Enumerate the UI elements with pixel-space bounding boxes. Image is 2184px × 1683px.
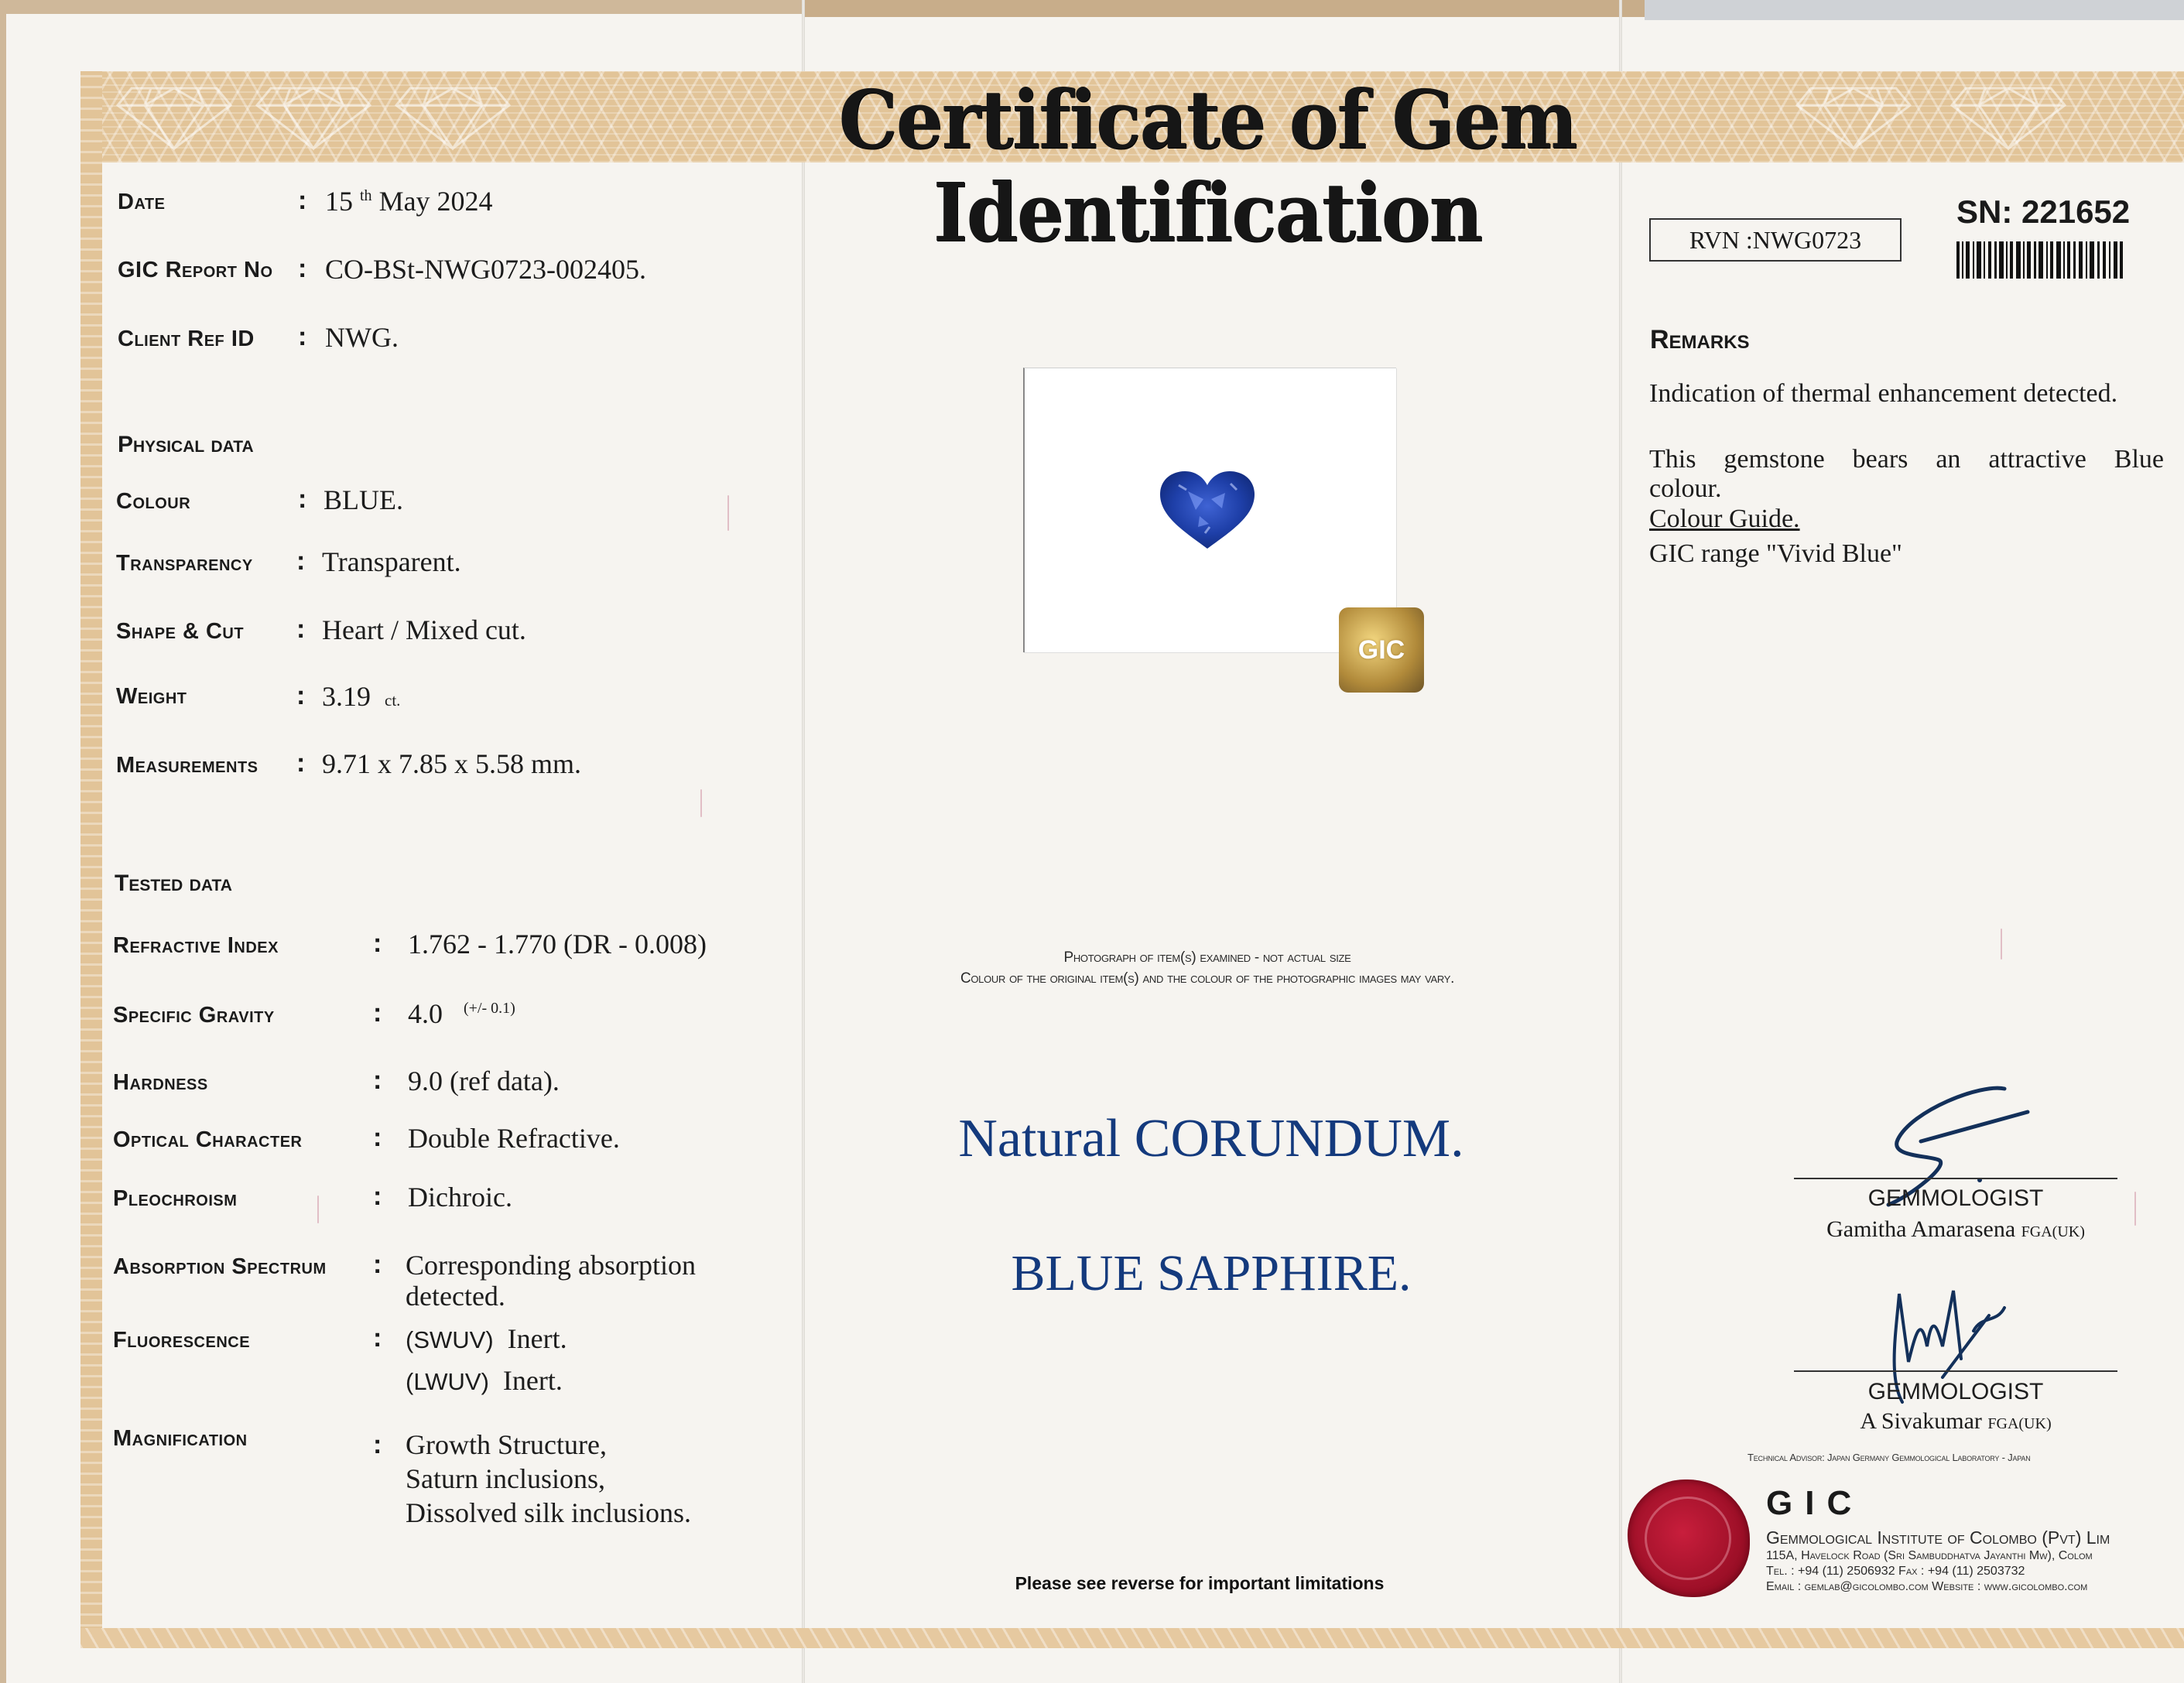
- fluorescence-swuv: (SWUV) Inert.: [406, 1323, 567, 1354]
- colon: :: [298, 186, 307, 215]
- optical-character-value: Double Refractive.: [408, 1123, 620, 1154]
- gold-border-left: [80, 71, 102, 1648]
- pleochroism-value: Dichroic.: [408, 1182, 512, 1213]
- gem-variety: BLUE SAPPHIRE.: [1011, 1245, 1412, 1302]
- colon: :: [296, 748, 306, 778]
- hardness-label: Hardness: [113, 1070, 208, 1095]
- seal-emblem: [1645, 1497, 1731, 1580]
- institute-email-web: Email : gemlab@gicolombo.com Website : www.gicolombo.com: [1766, 1580, 2088, 1593]
- fold-line-right: [1619, 0, 1622, 1683]
- rvn-box: RVN :NWG0723: [1649, 218, 1902, 262]
- gemmologist-name-1: Gamitha Amarasena FGA(UK): [1826, 1216, 2085, 1242]
- barcode-icon: [1956, 241, 2123, 279]
- colour-label: Colour: [116, 489, 191, 514]
- gic-colour-range: GIC range "Vivid Blue": [1649, 539, 1902, 568]
- specific-gravity-label: Specific Gravity: [113, 1003, 275, 1028]
- optical-character-label: Optical Character: [113, 1127, 303, 1152]
- report-no-value: CO-BSt-NWG0723-002405.: [325, 254, 646, 285]
- hardness-value: 9.0 (ref data).: [408, 1066, 560, 1096]
- date-value: 15 $^{th}$ May 2024: [325, 186, 493, 217]
- blue-sapphire-heart-icon: [1157, 468, 1258, 553]
- pleochroism-label: Pleochroism: [113, 1186, 238, 1211]
- colon: :: [298, 322, 307, 351]
- colon: :: [373, 1066, 382, 1095]
- paper-fleck: [317, 1196, 319, 1223]
- colon: :: [296, 681, 306, 710]
- fluorescence-label: Fluorescence: [113, 1328, 251, 1353]
- refractive-index-label: Refractive Index: [113, 933, 279, 958]
- weight-label: Weight: [116, 684, 187, 709]
- gemmologist-role: GEMMOLOGIST: [1867, 1185, 2044, 1211]
- colon: :: [373, 1123, 382, 1152]
- colon: :: [373, 1250, 382, 1279]
- colon: :: [298, 254, 307, 283]
- absorption-spectrum-value: Corresponding absorption detected.: [406, 1250, 696, 1312]
- fold-line-left: [802, 0, 805, 1683]
- measurements-label: Measurements: [116, 753, 258, 778]
- transparency-label: Transparency: [116, 551, 253, 576]
- magnification-value: Growth Structure, Saturn inclusions, Dissolved silk inclusions.: [406, 1429, 692, 1528]
- photo-caption-line1: Photograph of item(s) examined - not actual size: [1063, 949, 1351, 966]
- diamond-pattern-icon: [1795, 80, 1912, 152]
- colon: :: [373, 929, 382, 958]
- background-strip: [805, 0, 1645, 17]
- gemmologist-role: GEMMOLOGIST: [1867, 1379, 2044, 1404]
- report-no-label: GIC Report No: [118, 258, 273, 282]
- certificate-title: Certificate of Gem Identification: [838, 72, 1576, 260]
- photo-caption-line2: Colour of the original item(s) and the colour of the photographic images may vary.: [960, 970, 1455, 987]
- colon: :: [296, 614, 306, 644]
- date-label: Date: [118, 190, 166, 214]
- physical-data-heading: Physical data: [118, 432, 254, 457]
- diamond-pattern-icon: [255, 80, 371, 152]
- gic-hologram: GIC: [1339, 607, 1424, 693]
- paper-fleck: [700, 789, 702, 817]
- diamond-pattern-icon: [116, 80, 232, 152]
- gemmologist-name-2: A Sivakumar FGA(UK): [1860, 1408, 2052, 1434]
- technical-advisor: Technical Advisor: Japan Germany Gemmological Laboratory - Japan: [1748, 1452, 2031, 1463]
- gold-border-bottom: [80, 1628, 2184, 1648]
- shape-cut-label: Shape & Cut: [116, 619, 245, 644]
- colon: :: [298, 484, 307, 514]
- colon: :: [296, 546, 306, 576]
- shape-cut-value: Heart / Mixed cut.: [322, 614, 526, 645]
- diamond-pattern-icon: [1950, 80, 2066, 152]
- client-ref-label: Client Ref ID: [118, 327, 255, 351]
- specific-gravity-value: 4.0 $^{(+/- 0.1)}$: [408, 998, 515, 1029]
- weight-value: 3.19 ct.: [322, 681, 401, 712]
- colon: :: [373, 1182, 382, 1211]
- client-ref-value: NWG.: [325, 322, 399, 353]
- paper-fleck: [2134, 1192, 2136, 1226]
- fluorescence-lwuv: (LWUV) Inert.: [406, 1365, 563, 1396]
- gic-logo-text: GIC: [1766, 1484, 1864, 1522]
- tested-data-heading: Tested data: [115, 871, 232, 896]
- institute-name: Gemmological Institute of Colombo (Pvt) Lim: [1766, 1527, 2110, 1548]
- absorption-spectrum-label: Absorption Spectrum: [113, 1254, 327, 1279]
- colon: :: [373, 1323, 382, 1353]
- paper-fleck: [2001, 929, 2002, 960]
- refractive-index-value: 1.762 - 1.770 (DR - 0.008): [408, 929, 707, 960]
- diamond-pattern-icon: [395, 80, 511, 152]
- colon: :: [373, 1430, 382, 1459]
- colour-value: BLUE.: [323, 484, 403, 515]
- institute-tel-fax: Tel. : +94 (11) 2506932 Fax : +94 (11) 2503732: [1766, 1565, 2025, 1578]
- remarks-heading: Remarks: [1650, 325, 1750, 354]
- remark-colour-line1: This gemstone bears an attractive Blue: [1649, 445, 2164, 474]
- remark-thermal: Indication of thermal enhancement detected.: [1649, 379, 2118, 408]
- paper-fleck: [727, 495, 729, 531]
- institute-address: 115A, Havelock Road (Sri Sambuddhatva Jayanthi Mw), Colom: [1766, 1549, 2093, 1562]
- signature-line: [1794, 1370, 2117, 1372]
- measurements-value: 9.71 x 7.85 x 5.58 mm.: [322, 748, 582, 779]
- signature-line: [1794, 1178, 2117, 1179]
- serial-number: SN: 221652: [1956, 193, 2131, 230]
- colour-guide-label: Colour Guide.: [1649, 505, 1800, 533]
- remark-colour-line2: colour.: [1649, 474, 1722, 503]
- colon: :: [373, 998, 382, 1028]
- background-strip-right: [1645, 0, 2184, 20]
- limitations-notice: Please see reverse for important limitations: [1015, 1573, 1385, 1593]
- magnification-label: Magnification: [113, 1426, 248, 1451]
- transparency-value: Transparent.: [322, 546, 461, 577]
- gem-species: Natural CORUNDUM.: [958, 1109, 1464, 1168]
